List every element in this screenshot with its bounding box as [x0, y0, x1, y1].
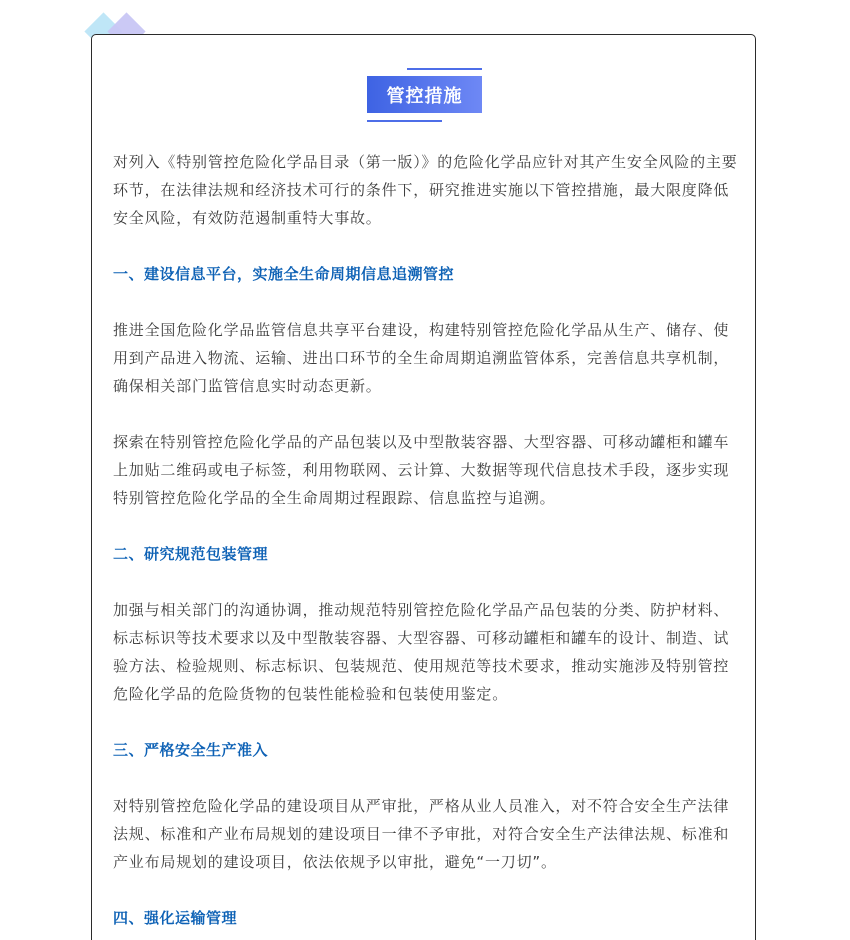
section-1-paragraph-2: 探索在特别管控危险化学品的产品包装以及中型散装容器、大型容器、可移动罐柜和罐车上加贴二维码或电子标签，利用物联网、云计算、大数据等现代信息技术手段，逐步实现特别管控危险化学品的全生命周期过程跟踪、信息监控与追溯。: [113, 433, 730, 507]
intro-paragraph: 对列入《特别管控危险化学品目录（第一版）》的危险化学品应针对其产生安全风险的主要环节，在法律法规和经济技术可行的条件下，研究推进实施以下管控措施，最大限度降低安全风险，有效防范遏制重特大事故。: [113, 153, 738, 227]
section-heading-2: 二、研究规范包装管理: [113, 545, 269, 563]
section-heading-4: 四、强化运输管理: [113, 909, 238, 927]
section-heading-3: 三、严格安全生产准入: [113, 741, 269, 759]
section-title: 管控措施: [367, 76, 482, 113]
title-badge: [367, 68, 482, 122]
section-heading-1: 一、建设信息平台，实施全生命周期信息追溯管控: [113, 265, 455, 283]
title-line-top: [407, 68, 482, 70]
title-line-bottom: [367, 120, 442, 122]
article-content: [113, 148, 738, 940]
section-1-paragraph-1: 推进全国危险化学品监管信息共享平台建设，构建特别管控危险化学品从生产、储存、使用到产品进入物流、运输、进出口环节的全生命周期追溯监管体系，完善信息共享机制，确保相关部门监管信息实时动态更新。: [113, 321, 730, 395]
section-3-paragraph-1: 对特别管控危险化学品的建设项目从严审批，严格从业人员准入，对不符合安全生产法律法规、标准和产业布局规划的建设项目一律不予审批，对符合安全生产法律法规、标准和产业布局规划的建设项目，依法依规予以审批，避免“一刀切”。: [113, 797, 730, 871]
section-2-paragraph-1: 加强与相关部门的沟通协调，推动规范特别管控危险化学品产品包装的分类、防护材料、标志标识等技术要求以及中型散装容器、大型容器、可移动罐柜和罐车的设计、制造、试验方法、检验规则、标志标识、包装规范、使用规范等技术要求，推动实施涉及特别管控危险化学品的危险货物的包装性能检验和包装使用鉴定。: [113, 601, 730, 703]
